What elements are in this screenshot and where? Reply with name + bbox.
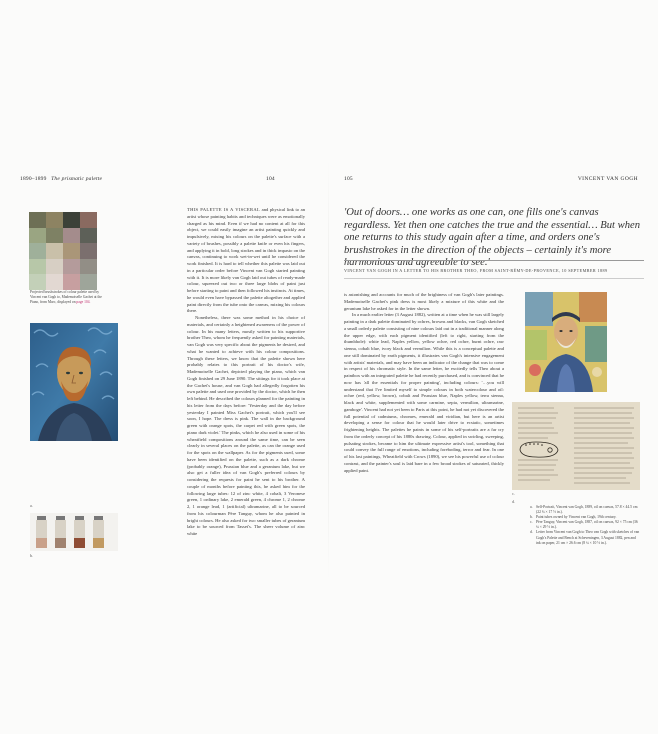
figure-a-label: a. <box>30 503 33 508</box>
quote-rule <box>344 260 644 261</box>
palette-swatch <box>80 274 97 290</box>
palette-swatch <box>63 228 80 244</box>
palette-swatch <box>29 228 46 244</box>
palette-swatch <box>46 274 63 290</box>
page-number-left: 104 <box>266 176 275 182</box>
article-paragraph-2: Nonetheless, there was some method in his choice of materials, and certainly a heightened awareness of the power of colour. In his many letters, mostly written to his supportive brother Theo, whom he frequently asked for painting materials, van Gogh was very specific about the pigments he desired, and what he wanted to achieve with his colour compositions. Through these letters, we know that the palette shown here probably relates to this portrait of his doctor's wife, Mademoiselle Gachet, depicted playing the piano, which van Gogh finished on 29 June 1890. The sittings for it took place at the Gachet's house, and van Gogh had allegedly forgotten his own palette and used one provided by the doctor, which he then left behind. He described the colours planned for the painting in his letter from the days before: 'Yesterday and the day before yesterday I painted Miss Gachet's portrait, which you'll see soon, I hope. The dress is pink. The wall in the background green with orange spots, the carpet red with green spots, the piano dark violet.' The pinks, which he also used in some of his wheatfield compositions around the same time, can be seen clearly in several places on the palette, as can the orange used for the spots on the wallpaper. As for the pigments used, some have been identified on the palette, such as a dark chrome (probably orange), Prussian blue and a geranium lake, but we also get a fuller idea of van Gogh's preferred colours by considering the requests for paint he sent to his brother. A couple of months before painting this, he asked him for the following large tubes: 12 of zinc white, 4 cobalt, 3 Veronese green, 1 ordinary lake, 2 emerald green, 4 chrome 1, 2 chrome 2, 1 orange lead, 1 (artificial) ultramarine, all to be sourced from his colourman Père Tanguy, whom he also painted in bright colours. He also asked for two smaller tubes of geranium lake to be sourced from Tasset's. The sheer volume of zinc white <box>187 315 305 536</box>
palette-swatch-grid <box>29 212 97 290</box>
running-head-title: The prismatic palette <box>51 176 103 182</box>
caption-item-a: a. Self-Portrait, Vincent van Gogh, 1889, oil on canvas, 57.8 × 44.5 cm (22 ¾ × 17 ½ in.). <box>530 505 638 515</box>
palette-swatch <box>29 243 46 259</box>
picture-captions <box>530 505 640 546</box>
palette-swatch <box>29 274 46 290</box>
article-lead-caps: THIS PALETTE IS A VISCERAL <box>187 207 261 212</box>
article-paragraph-1-text: and physical link to an artist whose painting habits and techniques were as emotionally charged as his mind. Even if we had no content at all for this object, we could easily imagine an artist painting quickly and impulsively, mixing his colours on the palette's surface with a variety of brushes, possibly a palette knife or even his fingers, and applying it in bold, long strokes and in thick impasto on the canvas, continuing to work wet-in-wet until he considered the work finished. It is hard to tell whether this palette was laid out in a particular order before Vincent van Gogh started painting with it. It is more likely van Gogh laid out tubes of ready-made colour, squeezed out two or three large blobs of paint just before starting to paint and then followed his instincts. At times, he would even have bypassed the palette altogether and applied paint directly from the tube onto the canvas, mixing his colours there. <box>187 207 305 314</box>
page-number-right: 105 <box>344 176 353 182</box>
running-head-left <box>20 176 102 182</box>
caption-item-c: c. Père Tanguy, Vincent van Gogh, 1887, oil on canvas, 92 × 75 cm (36 ¼ × 29 ½ in.). <box>530 520 638 530</box>
figure-c-label: c. <box>512 491 515 496</box>
palette-swatch <box>80 259 97 275</box>
article-column-left <box>187 207 305 538</box>
palette-swatch <box>46 228 63 244</box>
article-paragraph-1 <box>187 207 305 315</box>
palette-swatch <box>46 259 63 275</box>
palette-swatch <box>29 259 46 275</box>
self-portrait-image <box>30 323 118 441</box>
article-continuation: is astonishing and accounts for much of the brightness of van Gogh's later paintings. Mademoiselle Gachet's pink dress is most likely a mixture of this white and the geranium lake he asked for in the letter shown. <box>344 292 504 311</box>
pull-quote: 'Out of doors… one works as one can, one fills one's canvas regardless. Yet then one catches the true and the essential… But when one returns to this study again after a time, and orders one's brushstrokes in the direction of the objects – certainly it's more harmonious and agreeable to see.' <box>344 207 640 268</box>
palette-swatch <box>80 243 97 259</box>
letter-sketch-image <box>512 402 640 490</box>
palette-swatch <box>80 228 97 244</box>
palette-swatch <box>63 243 80 259</box>
palette-swatch <box>46 243 63 259</box>
right-page <box>329 0 658 734</box>
quote-attribution: VINCENT VAN GOGH IN A LETTER TO HIS BROTHER THEO, FROM SAINT-RÉMY-DE-PROVENCE, 10 SEPTEMBER 1889 <box>344 268 608 273</box>
attribution-rule <box>344 278 644 279</box>
palette-swatch <box>80 212 97 228</box>
caption-item-d: d. Letter from Vincent van Gogh to Theo van Gogh with sketches of van Gogh's Palette and Bench at Scheveningen, 3 August 1882, pen and ink on paper, 21 cm × 26.6 cm (8 ¼ × 10 ½ in.). <box>530 530 640 545</box>
palette-swatch <box>63 274 80 290</box>
figure-b-label: b. <box>30 553 33 558</box>
pere-tanguy-image <box>525 292 607 392</box>
article-column-right <box>344 292 504 474</box>
palette-swatch <box>46 212 63 228</box>
running-head-right: VINCENT VAN GOGH <box>577 176 638 182</box>
running-head-years: 1890–1899 <box>20 176 47 182</box>
palette-swatch <box>29 212 46 228</box>
palette-caption <box>30 290 104 305</box>
caption-item-b: b. Paint tubes owned by Vincent van Gogh, 19th century. <box>530 515 617 520</box>
figure-d-label: d. <box>512 499 515 504</box>
palette-caption-text: Projected brushstrokes of colour palette used by Vincent van Gogh to, Mademoiselle Gachet at the Piano, from Marc, displayed on <box>30 290 102 304</box>
palette-swatch <box>63 212 80 228</box>
article-paragraph-3: In a much earlier letter (3 August 1882), written at a time when he was still largely painting in a dark palette dominated by ochres, browns and blacks, van Gogh sketched a small orderly palette consisting of nine colours laid out in a traditional manner along the upper edge, with each pigment identified (left to right, starting from the thumbhole): white lead, Naples yellow, yellow ochre, red ochre, burnt ochre, raw sienna, cobalt blue, ivory black and vermilion. While this is a conceptual palette and one still dominated by earth pigments, it illustrates van Gogh's intensive engagement with artists' materials, and may have been an indicator of the change that was to come in respect of his chromatic style. In the same letter, he excitedly tells Theo about a paintbox with an integrated palette he had recently purchased, and is convinced that he now has 'all the essentials for proper painting', including colours: '…you will understand that I've limited myself to simple colours in both watercolour and oil: ochre (red, yellow, brown), cobalt and Prussian blue, Naples yellow, terra sienna, black and white, supplemented with some carmine, sepia, vermilion, ultramarine, gamboge'. Vincent had not yet been to Paris at this point, he had not yet discovered the full potential of cadmiums, chromes, emerald and viridian, but here is an artist developing a sense for colour that he would later drive to ecstatic, sometimes frightening heights. The palettes he paints in some of his self-portraits are a far cry from the orderly concept of his 1880s drawing. Colour, applied in swirling, sweeping, pulsating strokes, became to him the ultimate expressive artist's tool, something that could convey the full range of emotions, including foreboding, terror and fear. In one of his last paintings, Wheatfield with Crows (1890), we see his powerful use of colour contrast, and the painter's soul is laid bare in a few broad strokes of saturated, thickly applied paint. <box>344 312 504 473</box>
palette-caption-link[interactable]: page 104. <box>76 300 91 304</box>
palette-swatch <box>63 259 80 275</box>
paint-tubes-image <box>30 513 118 551</box>
